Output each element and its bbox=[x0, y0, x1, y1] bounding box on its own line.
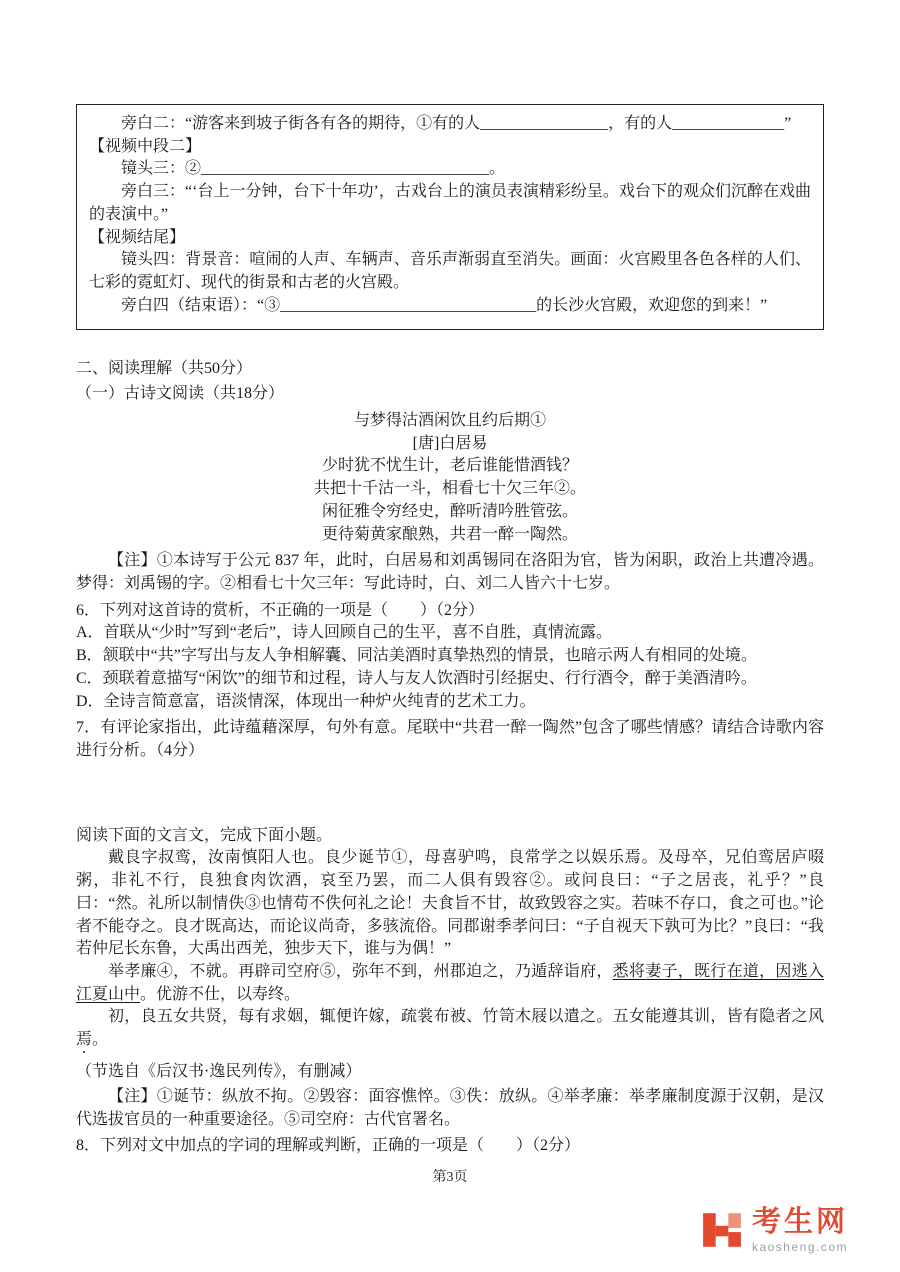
poem-note: 【注】①本诗写于公元 837 年，此时，白居易和刘禹锡同在洛阳为官，皆为闲职，政治上共遭冷遇。梦得：刘禹锡的字。②相看七十欠三年：写此诗时，白、刘二人皆六十七岁。 bbox=[76, 552, 824, 592]
classical-passage bbox=[76, 825, 824, 1132]
voiceover-3-line: 旁白三：“‘台上一分钟，台下十年功’，古戏台上的演员表演精彩纷呈。戏台下的观众们沉醉在戏曲的表演中。” bbox=[89, 183, 811, 223]
passage-paragraph-1: 戴良字叔鸾，汝南慎阳人也。良少诞节①，母喜驴鸣，良常学之以娱乐焉。及母卒，兄伯鸾居庐啜粥，非礼不行，良独食肉饮酒，哀至乃罢，而二人俱有毁容②。或问良曰：“子之居丧，礼乎？”良曰：“然。礼所以制情佚③也情苟不佚何礼之论！夫食旨不甘，故致毁容之实。若味不存口，食之可也。”论者不能夺之。良才既高达，而论议尚奇，多骇流俗。同郡谢季孝问曰：“子自视天下孰可为比？”良曰：“我若仲尼长东鲁，大禹出西羌，独步天下，谁与为偶！” bbox=[76, 849, 824, 958]
section-subheading: （一）古诗文阅读（共18分） bbox=[76, 385, 285, 403]
poem-author: [唐]白居易 bbox=[412, 434, 488, 452]
question-6-stem: 6．下列对这首诗的赏析，不正确的一项是（ ）（2分） bbox=[76, 601, 485, 619]
question-7-stem: 7．有评论家指出，此诗蕴藉深厚，句外有意。尾联中“共君一醉一陶然”包含了哪些情感？请结合诗歌内容进行分析。（4分） bbox=[76, 719, 824, 759]
passage-p2-text-end: 。优游不仕，以寿终。 bbox=[140, 985, 301, 1003]
passage-paragraph-2 bbox=[76, 961, 824, 1006]
kaosheng-logo-icon bbox=[701, 1209, 743, 1251]
question-6-option-b: B．颔联中“共”字写出与友人争相解囊、同沽美酒时真挚热烈的情景，也暗示两人有相同的处境。 bbox=[76, 647, 757, 665]
question-6-option-a: A．首联从“少时”写到“老后”，诗人回顾自己的生平，喜不自胜，真情流露。 bbox=[76, 624, 612, 642]
passage-p3-dotted-word: 焉 bbox=[76, 1031, 93, 1049]
shot-4-line: 镜头四：背景音：喧闹的人声、车辆声、音乐声渐弱直至消失。画面：火宫殿里各色各样的人们、七彩的霓虹灯、现代的街景和古老的火宫殿。 bbox=[89, 251, 811, 292]
voiceover-2-line: 旁白二：“游客来到坡子街各有各的期待，①有的人________________，有的人______________” bbox=[121, 115, 792, 132]
poem-line: 更待菊黄家酿熟，共君一醉一陶然。 bbox=[321, 525, 578, 543]
passage-source: （节选自《后汉书·逸民列传》，有删减） bbox=[76, 1063, 362, 1081]
passage-p3-text: 初，良五女共贤，每有求姻，辄便许嫁，疏裳布被、竹笥木屐以遣之。五女能遵其训，皆有隐者之风 bbox=[108, 1008, 824, 1026]
answer-space bbox=[76, 763, 824, 825]
poem-line: 闲征雅令穷经史，醉听清吟胜管弦。 bbox=[321, 502, 578, 520]
section-heading: 二、阅读理解（共50分） bbox=[76, 360, 253, 378]
question-8-stem: 8．下列对文中加点的字词的理解或判断，正确的一项是（ ）（2分） bbox=[76, 1137, 581, 1155]
video-ending-label: 【视频结尾】 bbox=[89, 228, 186, 246]
passage-p3-text-end: 。 bbox=[92, 1031, 109, 1049]
voiceover-4-line: 旁白四（结束语）：“③________________________________的长沙火宫殿，欢迎您的到来！” bbox=[121, 296, 768, 314]
poem-block bbox=[76, 410, 824, 546]
watermark-text bbox=[752, 1207, 848, 1254]
shot-3-line: 镜头三：②____________________________________。 bbox=[121, 160, 506, 178]
video-script-box bbox=[76, 104, 824, 330]
site-watermark bbox=[701, 1207, 848, 1254]
watermark-brand: 考生网 bbox=[751, 1205, 848, 1238]
video-mid-section-label: 【视频中段二】 bbox=[89, 137, 202, 155]
passage-paragraph-3 bbox=[76, 1006, 824, 1057]
question-6-option-d: D．全诗言简意富，语淡情深，体现出一种炉火纯青的艺术工力。 bbox=[76, 692, 536, 710]
poem-line: 共把十千沽一斗，相看七十欠三年②。 bbox=[313, 480, 586, 498]
passage-note: 【注】①诞节：纵放不拘。②毁容：面容憔悴。③佚：放纵。④举孝廉：举孝廉制度源于汉朝，是汉代选拔官员的一种重要途径。⑤司空府：古代官署名。 bbox=[76, 1087, 824, 1128]
poem-title: 与梦得沽酒闲饮且约后期① bbox=[353, 411, 546, 429]
question-6-option-c: C．颈联着意描写“闲饮”的细节和过程，诗人与友人饮酒时引经据史、行行酒令，醉于美酒清吟。 bbox=[76, 669, 757, 687]
watermark-domain: kaosheng.com bbox=[751, 1239, 848, 1254]
page-footer bbox=[0, 1166, 900, 1186]
passage-p2-text: 举孝廉④，不就。再辟司空府⑤，弥年不到，州郡迫之，乃遁辞诣府， bbox=[108, 963, 613, 980]
poem-line: 少时犹不忧生计，老后谁能惜酒钱？ bbox=[321, 457, 578, 475]
passage-p2-underlined: 悉将妻子，既行在道，因逃入江夏山中 bbox=[76, 963, 824, 1003]
passage-intro: 阅读下面的文言文，完成下面小题。 bbox=[76, 826, 333, 844]
page-number: 第3页 bbox=[432, 1170, 468, 1185]
